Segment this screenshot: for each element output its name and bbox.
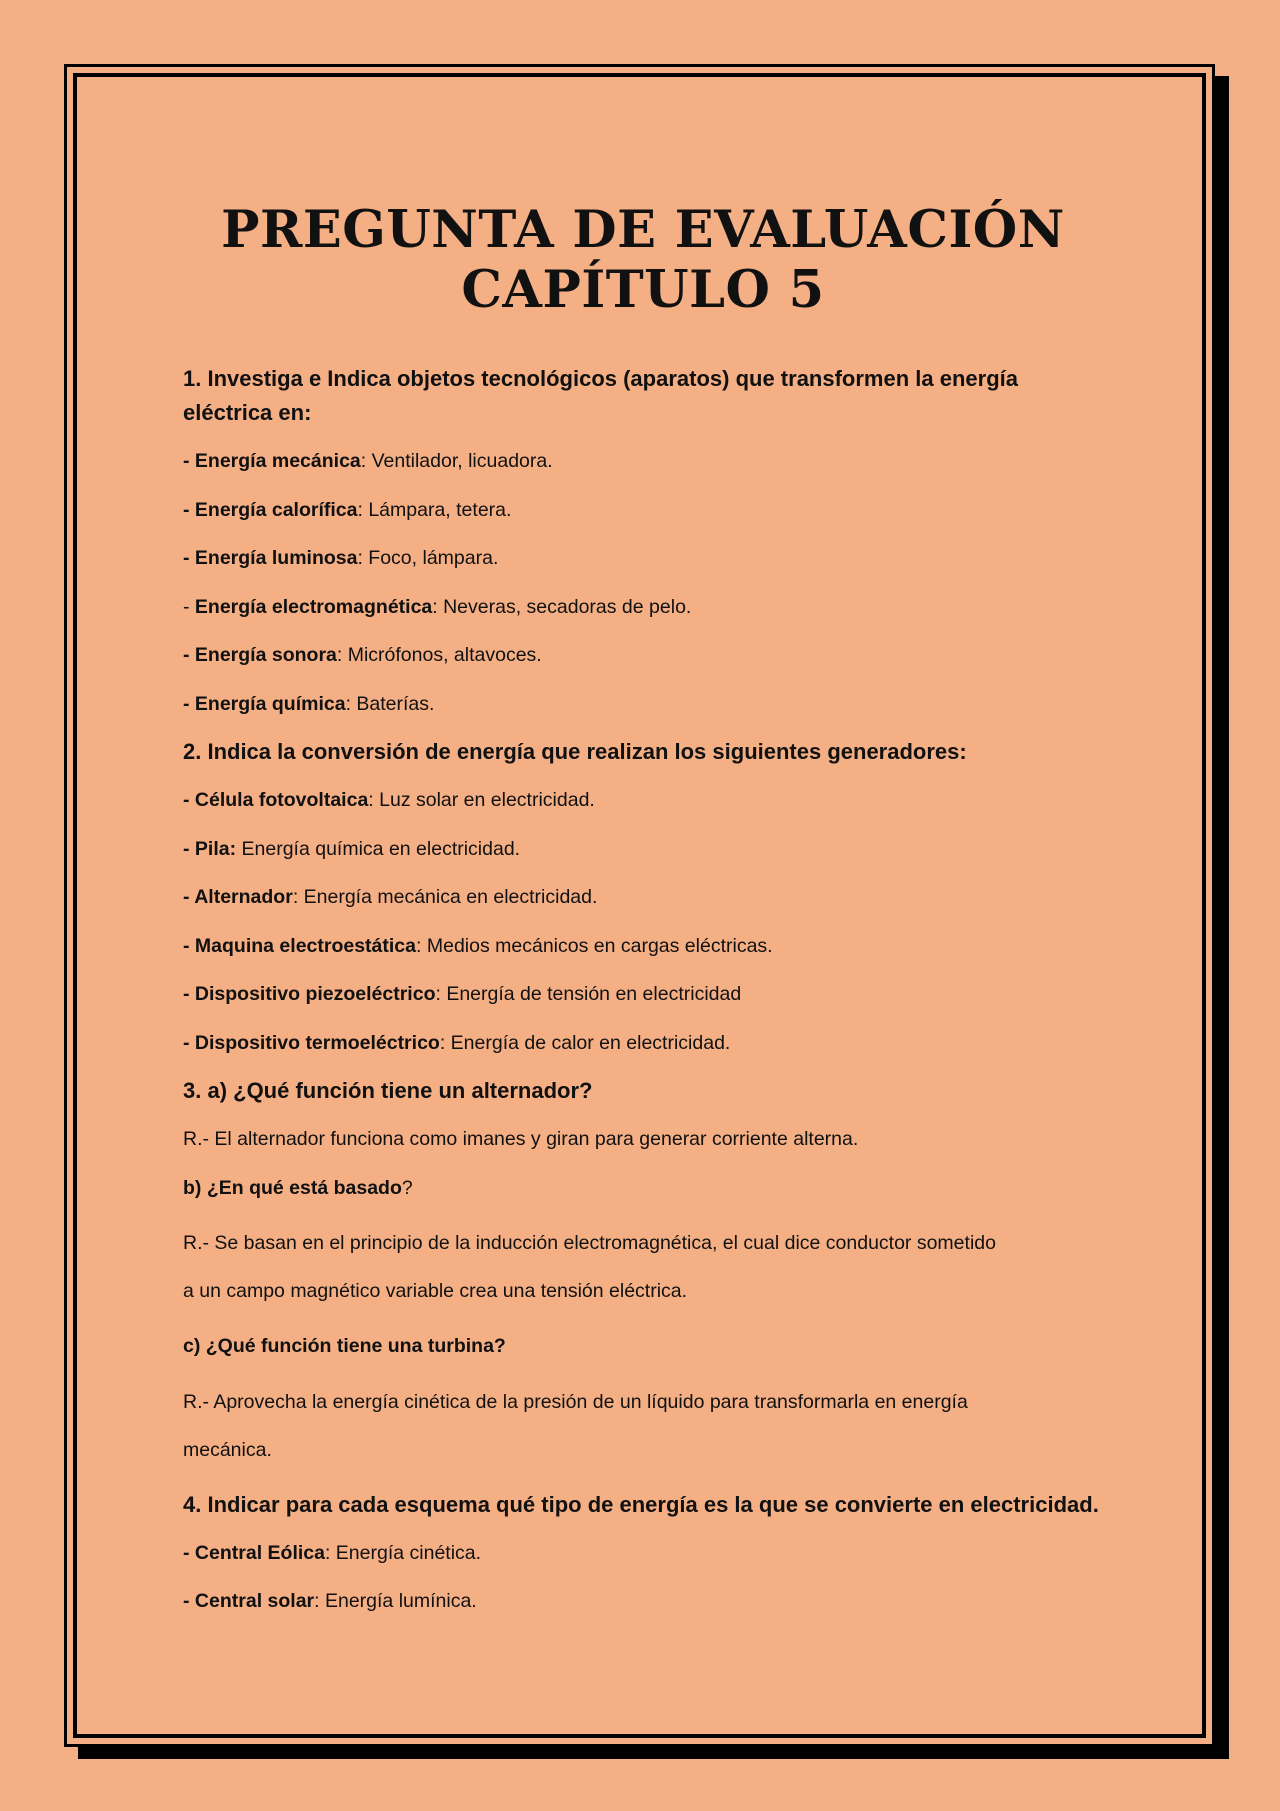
answer-3c-line-2: mecánica. <box>183 1438 272 1461</box>
title-line-1: PREGUNTA DE EVALUACIÓN <box>221 200 1065 260</box>
list-item: - Central solar: Energía lumínica. <box>183 1590 477 1612</box>
question-3-heading: 3. a) ¿Qué función tiene un alternador? <box>183 1078 593 1103</box>
list-item: - Célula fotovoltaica: Luz solar en electricidad. <box>183 789 595 811</box>
answer-3c-line-1: R.- Aprovecha la energía cinética de la presión de un líquido para transformarla en energía <box>183 1390 968 1413</box>
list-item: - Energía mecánica: Ventilador, licuadora. <box>183 450 553 472</box>
answer-3b-line-1: R.- Se basan en el principio de la inducción electromagnética, el cual dice conductor sometido <box>183 1232 996 1254</box>
answer-3a: R.- El alternador funciona como imanes y giran para generar corriente alterna. <box>183 1128 859 1150</box>
answer-3b-line-2: a un campo magnético variable crea una tensión eléctrica. <box>183 1280 688 1302</box>
question-3c: c) ¿Qué función tiene una turbina? <box>183 1335 506 1357</box>
list-item: - Energía electromagnética: Neveras, secadoras de pelo. <box>183 595 692 618</box>
list-item: - Central Eólica: Energía cinética. <box>183 1541 482 1564</box>
document-content <box>183 200 1103 1633</box>
list-item: - Dispositivo piezoeléctrico: Energía de tensión en electricidad <box>183 983 742 1005</box>
list-item: - Maquina electroestática: Medios mecánicos en cargas eléctricas. <box>183 934 773 957</box>
question-2-heading: 2. Indica la conversión de energía que realizan los siguientes generadores: <box>183 739 967 764</box>
list-item: - Energía luminosa: Foco, lámpara. <box>183 547 499 569</box>
question-1-heading: 1. Investiga e Indica objetos tecnológicos (aparatos) que transformen la energía eléctrica en: <box>183 366 1018 425</box>
question-3b: b) ¿En qué está basado? <box>183 1176 413 1199</box>
list-item: - Energía calorífica: Lámpara, tetera. <box>183 498 512 521</box>
list-item: - Pila: Energía química en electricidad. <box>183 837 521 860</box>
title-line-2: CAPÍTULO 5 <box>461 260 825 320</box>
list-item: - Dispositivo termoeléctrico: Energía de calor en electricidad. <box>183 1031 731 1054</box>
list-item: - Alternador: Energía mecánica en electricidad. <box>183 886 598 908</box>
list-item: - Energía sonora: Micrófonos, altavoces. <box>183 644 542 666</box>
question-4-heading: 4. Indicar para cada esquema qué tipo de energía es la que se convierte en electricidad. <box>183 1491 1099 1517</box>
list-item: - Energía química: Baterías. <box>183 692 435 715</box>
page-title <box>183 200 1103 320</box>
